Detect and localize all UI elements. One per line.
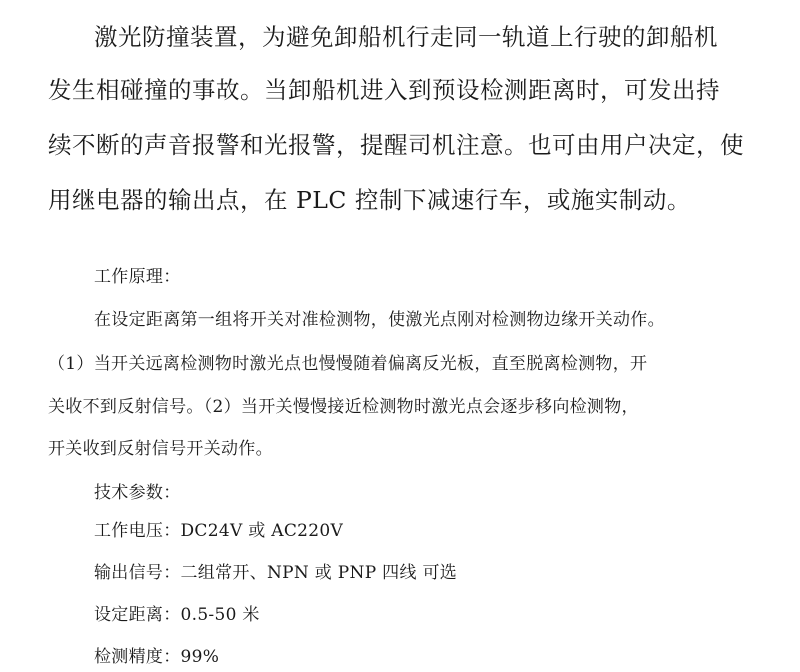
intro-line-4: 用继电器的输出点，在 PLC 控制下减速行车，或施实制动。 xyxy=(48,186,691,214)
spec-set-distance: 设定距离：0.5-50 米 xyxy=(94,605,260,625)
intro-line-1: 激光防撞装置，为避免卸船机行走同一轨道上行驶的卸船机 xyxy=(94,23,718,51)
spec-voltage: 工作电压：DC24V 或 AC220V xyxy=(94,521,344,541)
intro-line-2: 发生相碰撞的事故。当卸船机进入到预设检测距离时，可发出持 xyxy=(48,76,720,104)
intro-line-3: 续不断的声音报警和光报警，提醒司机注意。也可由用户决定，使 xyxy=(48,131,744,159)
principle-line-4: 开关收到反射信号开关动作。 xyxy=(48,439,273,459)
principle-line-3: 关收不到反射信号。（2）当开关慢慢接近检测物时激光点会逐步移向检测物， xyxy=(48,397,639,417)
spec-output-signal: 输出信号：二组常开、NPN 或 PNP 四线 可选 xyxy=(94,563,458,583)
principle-heading: 工作原理： xyxy=(94,267,181,287)
spec-detection-accuracy: 检测精度：99% xyxy=(94,647,220,667)
specs-heading: 技术参数： xyxy=(94,483,181,503)
principle-line-2: （1）当开关远离检测物时激光点也慢慢随着偏离反光板，直至脱离检测物，开 xyxy=(48,354,648,374)
principle-line-1: 在设定距离第一组将开关对准检测物，使激光点刚对检测物边缘开关动作。 xyxy=(94,310,665,330)
